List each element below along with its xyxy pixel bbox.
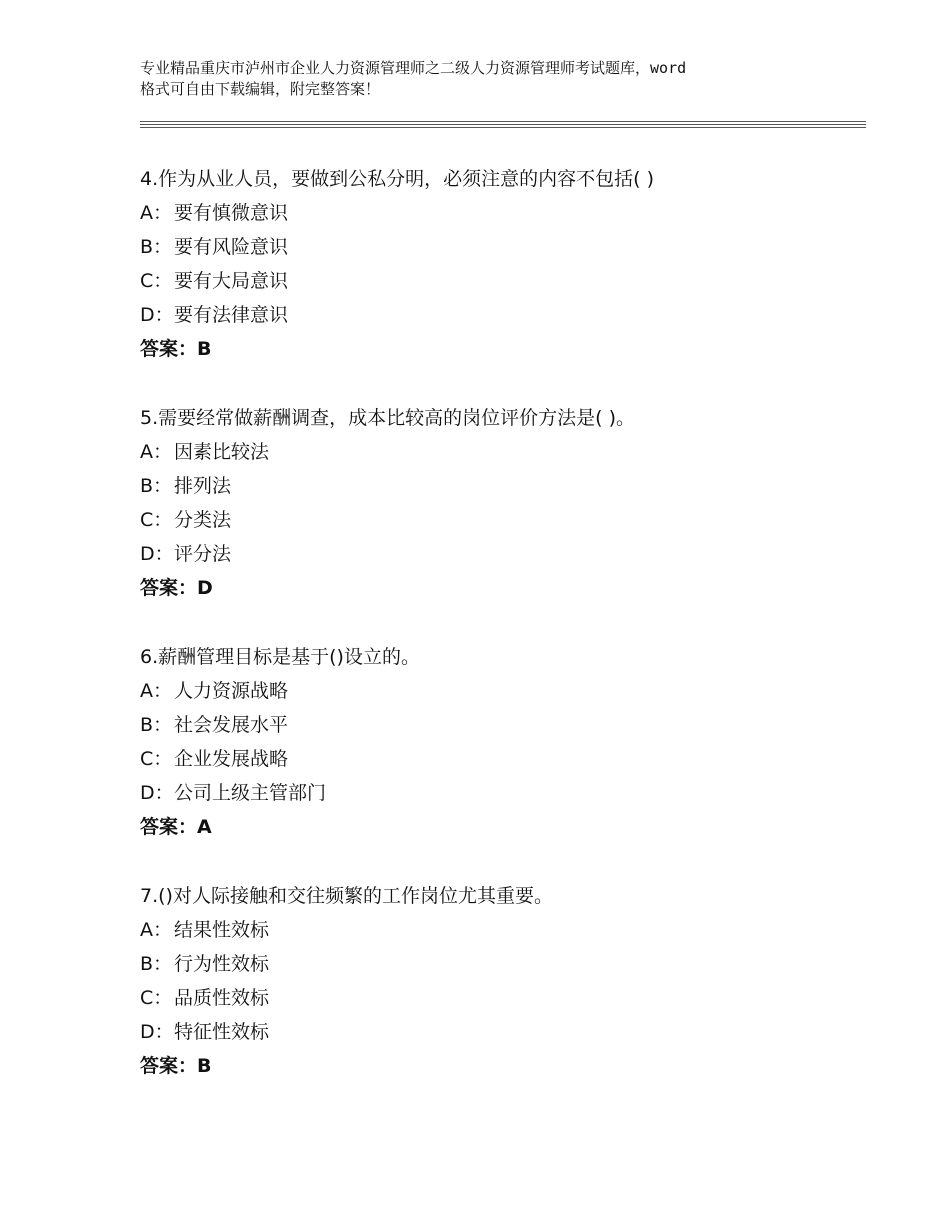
header-line-2: 格式可自由下载编辑，附完整答案！ [140, 80, 381, 98]
option-d [140, 298, 860, 332]
document-header [140, 58, 840, 100]
option-text: 行为性效标 [174, 953, 270, 975]
option-a [140, 913, 860, 947]
option-key: A： [140, 441, 172, 463]
option-b [140, 469, 860, 503]
option-key: B： [140, 236, 173, 258]
question-6 [140, 640, 860, 844]
option-c [140, 264, 860, 298]
option-text: 企业发展战略 [174, 748, 289, 770]
header-divider-2 [140, 124, 866, 125]
option-key: A： [140, 680, 172, 702]
question-stem: 6.薪酬管理目标是基于()设立的。 [140, 646, 420, 668]
option-text: 社会发展水平 [174, 714, 289, 736]
option-key: B： [140, 475, 173, 497]
question-stem: 7.()对人际接触和交往频繁的工作岗位尤其重要。 [140, 885, 553, 907]
option-c [140, 981, 860, 1015]
option-text: 特征性效标 [174, 1021, 270, 1043]
option-key: D： [140, 304, 174, 326]
option-key: D： [140, 782, 174, 804]
option-key: C： [140, 270, 173, 292]
header-divider-3 [140, 127, 866, 128]
option-text: 要有法律意识 [174, 304, 289, 326]
option-key: B： [140, 953, 173, 975]
option-key: C： [140, 987, 173, 1009]
option-key: D： [140, 1021, 174, 1043]
option-text: 要有风险意识 [174, 236, 289, 258]
option-b [140, 230, 860, 264]
option-b [140, 708, 860, 742]
header-divider-1 [140, 121, 866, 122]
option-text: 品质性效标 [174, 987, 270, 1009]
question-4 [140, 162, 860, 366]
answer-label: 答案：B [140, 1055, 212, 1077]
option-a [140, 674, 860, 708]
option-c [140, 503, 860, 537]
question-stem: 4.作为从业人员，要做到公私分明，必须注意的内容不包括( ) [140, 168, 654, 190]
option-text: 要有大局意识 [174, 270, 289, 292]
question-7 [140, 879, 860, 1083]
option-text: 分类法 [174, 509, 232, 531]
option-a [140, 435, 860, 469]
answer-label: 答案：B [140, 338, 212, 360]
option-b [140, 947, 860, 981]
option-key: A： [140, 919, 172, 941]
answer-label: 答案：D [140, 577, 213, 599]
question-5 [140, 401, 860, 605]
option-text: 评分法 [174, 543, 232, 565]
option-text: 排列法 [174, 475, 232, 497]
answer-label: 答案：A [140, 816, 212, 838]
option-text: 要有慎微意识 [174, 202, 289, 224]
option-text: 公司上级主管部门 [174, 782, 327, 804]
option-a [140, 196, 860, 230]
option-text: 因素比较法 [174, 441, 270, 463]
option-key: B： [140, 714, 173, 736]
option-text: 结果性效标 [174, 919, 270, 941]
option-d [140, 1015, 860, 1049]
option-d [140, 776, 860, 810]
question-stem: 5.需要经常做薪酬调查，成本比较高的岗位评价方法是( )。 [140, 407, 635, 429]
header-line-1: 专业精品重庆市泸州市企业人力资源管理师之二级人力资源管理师考试题库，word [140, 59, 687, 77]
option-text: 人力资源战略 [174, 680, 289, 702]
option-c [140, 742, 860, 776]
option-key: C： [140, 748, 173, 770]
option-key: C： [140, 509, 173, 531]
option-key: A： [140, 202, 172, 224]
option-key: D： [140, 543, 174, 565]
option-d [140, 537, 860, 571]
